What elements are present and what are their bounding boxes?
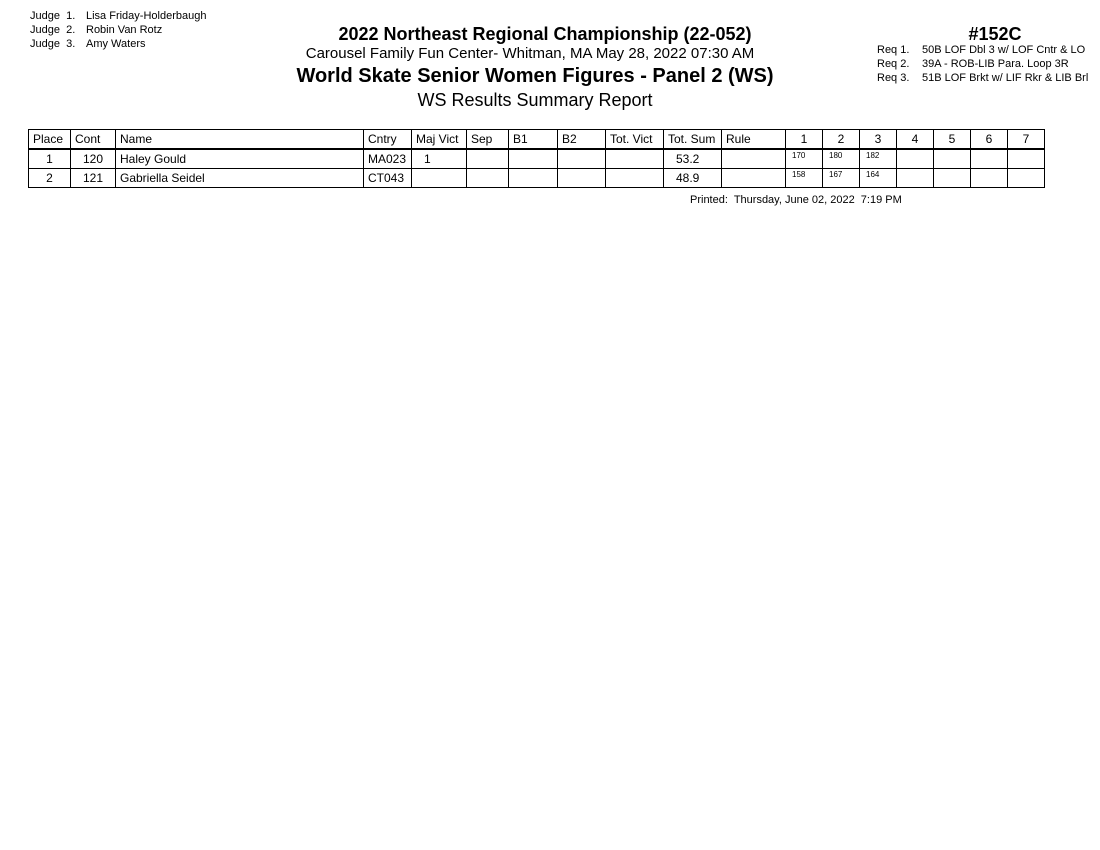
column-header-judge-4: 4	[897, 130, 934, 150]
name-cell: Haley Gould	[116, 149, 364, 169]
results-table	[28, 129, 1045, 188]
judge-3-score: 164	[860, 169, 897, 188]
judge-label: Judge 1.	[30, 10, 76, 22]
judge-7-score	[1008, 169, 1045, 188]
cntry-cell: CT043	[364, 169, 412, 188]
tot-vict-cell	[606, 149, 664, 169]
cont-cell: 120	[71, 149, 116, 169]
judge-6-score	[971, 169, 1008, 188]
column-header-judge-3: 3	[860, 130, 897, 150]
table-header-row	[29, 130, 1045, 150]
judge-1-score: 158	[786, 169, 823, 188]
report-title: WS Results Summary Report	[417, 90, 653, 110]
judge-name: Lisa Friday-Holderbaugh	[86, 10, 207, 22]
judge-3	[30, 37, 206, 51]
tot-vict-cell	[606, 169, 664, 188]
requirement-label: Req 3.	[877, 72, 910, 84]
column-header-rule: Rule	[722, 130, 786, 150]
judge-7-score	[1008, 149, 1045, 169]
requirements-list	[877, 43, 1100, 85]
maj-vict-cell	[412, 169, 467, 188]
judge-name: Amy Waters	[86, 38, 146, 50]
b2-cell	[558, 149, 606, 169]
table-row	[29, 149, 1045, 169]
place-cell: 1	[29, 149, 71, 169]
column-header-place: Place	[29, 130, 71, 150]
name-cell: Gabriella Seidel	[116, 169, 364, 188]
column-header-sep: Sep	[467, 130, 509, 150]
requirement-text: 50B LOF Dbl 3 w/ LOF Cntr & LO	[922, 44, 1086, 56]
column-header-name: Name	[116, 130, 364, 150]
b2-cell	[558, 169, 606, 188]
column-header-b1: B1	[509, 130, 558, 150]
rule-cell	[722, 149, 786, 169]
b1-cell	[509, 149, 558, 169]
column-header-judge-5: 5	[934, 130, 971, 150]
judge-1	[30, 9, 206, 23]
printed-timestamp: Printed: Thursday, June 02, 2022 7:19 PM	[690, 194, 902, 206]
table-row	[29, 169, 1045, 188]
requirement-1	[877, 43, 1100, 57]
column-header-maj-vict: Maj Vict	[412, 130, 467, 150]
column-header-judge-2: 2	[823, 130, 860, 150]
tot-sum-cell: 53.2	[664, 149, 722, 169]
judge-4-score	[897, 169, 934, 188]
requirement-text: 39A - ROB-LIB Para. Loop 3R	[922, 58, 1069, 70]
judge-name: Robin Van Rotz	[86, 24, 163, 36]
cntry-cell: MA023	[364, 149, 412, 169]
requirement-text: 51B LOF Brkt w/ LIF Rkr & LIB Brl	[922, 72, 1089, 84]
judges-list	[30, 9, 206, 51]
requirement-2	[877, 57, 1100, 71]
column-header-tot-sum: Tot. Sum	[664, 130, 722, 150]
judge-2-score: 167	[823, 169, 860, 188]
judge-label: Judge 2.	[30, 24, 76, 36]
judge-3-score: 182	[860, 149, 897, 169]
cont-cell: 121	[71, 169, 116, 188]
column-header-judge-1: 1	[786, 130, 823, 150]
requirement-3	[877, 71, 1100, 85]
place-cell: 2	[29, 169, 71, 188]
venue-line: Carousel Family Fun Center- Whitman, MA May 28, 2022 07:30 AM	[305, 45, 755, 62]
sep-cell	[467, 169, 509, 188]
column-header-judge-7: 7	[1008, 130, 1045, 150]
column-header-tot-vict: Tot. Vict	[606, 130, 664, 150]
column-header-cont: Cont	[71, 130, 116, 150]
column-header-judge-6: 6	[971, 130, 1008, 150]
column-header-b2: B2	[558, 130, 606, 150]
judge-5-score	[934, 169, 971, 188]
sep-cell	[467, 149, 509, 169]
panel-title: World Skate Senior Women Figures - Panel 2 (WS)	[296, 65, 774, 87]
event-number: #152C	[968, 24, 1022, 44]
judge-4-score	[897, 149, 934, 169]
maj-vict-cell: 1	[412, 149, 467, 169]
judge-2-score: 180	[823, 149, 860, 169]
judge-5-score	[934, 149, 971, 169]
judge-1-score: 170	[786, 149, 823, 169]
report-header	[230, 23, 870, 111]
judge-6-score	[971, 149, 1008, 169]
tot-sum-cell: 48.9	[664, 169, 722, 188]
requirement-label: Req 2.	[877, 58, 910, 70]
rule-cell	[722, 169, 786, 188]
column-header-cntry: Cntry	[364, 130, 412, 150]
judge-2	[30, 23, 206, 37]
judge-label: Judge 3.	[30, 38, 76, 50]
b1-cell	[509, 169, 558, 188]
event-title: 2022 Northeast Regional Championship (22-052)	[338, 24, 752, 44]
requirement-label: Req 1.	[877, 44, 910, 56]
